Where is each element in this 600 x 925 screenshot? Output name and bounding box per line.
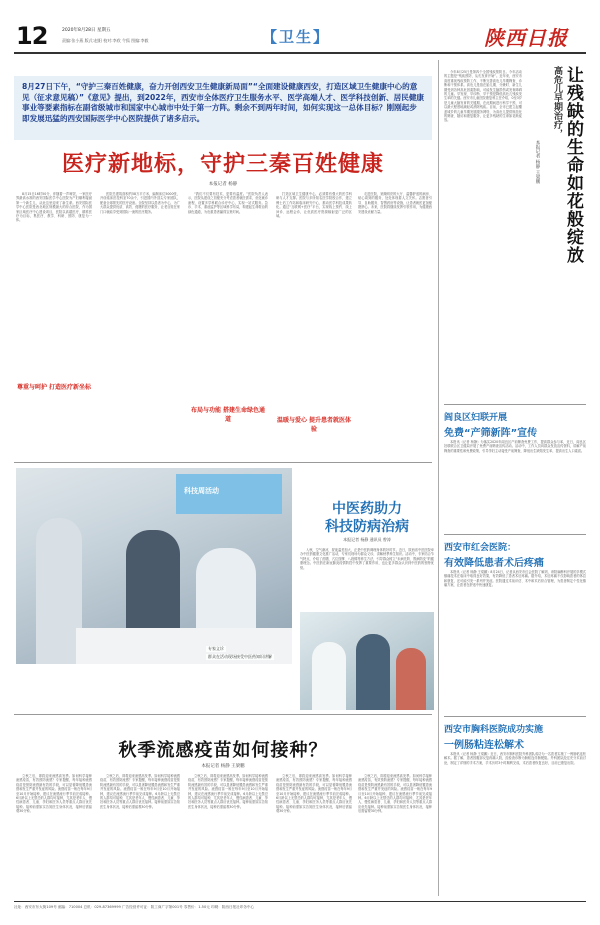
editors-line: 责编:张小燕 版式:赵阳 校对:李欣 令狐 图编:李毅 — [62, 38, 149, 43]
small-figure-3 — [396, 648, 426, 710]
vaccine-col-2 — [100, 774, 180, 896]
tcm-divider — [14, 714, 432, 715]
vaccine-col-5-text: 立秋之后，即将迎来流感高发季。如何科学接种流感疫苗，有效预防流感？专家提醒，每年接种流感疫苗是预防流感最有效的手段，可以显著降低罹患流感和发生严重并发症的风险。流感疫苗一般在每年9月至10月开始接种，建议在流感流行季节前完成接种。6月龄以上无禁忌的人群均可接种，尤其是老年人、慢性病患者、儿童、孕妇和医务人员等重点人群应优先接种。接种前需如实告知医生身体状况，接种后需留观30分钟。 — [358, 774, 432, 814]
date-line: 2020年8月28日 星期五 — [62, 28, 111, 33]
lead-byline: 本报记者 杨静 — [208, 182, 238, 187]
right-top-headline: 让残缺的生命如花般绽放 — [563, 66, 583, 264]
lead-sub-2: 布局与功能 搭建生命绿色通道 — [190, 407, 266, 423]
brand-logo: 陕西日报 — [484, 26, 568, 50]
right-bottom-byline: 本报讯（记者 杨静 王梁鹏） — [450, 752, 491, 756]
right-mid2-subhead: 有效降低患者术后疼痛 — [444, 558, 544, 569]
right-top-kicker: 高危儿早期治疗， — [552, 66, 562, 138]
tcm-title-line-2: 科技防病治病 — [325, 519, 409, 535]
right-mid-body: 为落实2020年阎良区产前筛查免费工作，提高群众参与率，近日，阎良区妇联联合区卫健局开展了免费产前筛查宣传活动。活动中，工作人员向群众发放宣传资料，讲解产前筛查的重要性和免费政策，引导孕妇主动接受产前筛查，降低出生缺陷发生率，提高出生人口素质。 — [444, 440, 586, 453]
right-bottom-headline: 西安市胸科医院成功实施 — [444, 725, 544, 735]
tcm-photo-small — [300, 612, 434, 710]
right-mid-headline: 阎良区妇联开展 — [444, 413, 508, 423]
vaccine-headline: 秋季流感疫苗如何接种？ — [118, 740, 328, 761]
right-mid2-headline: 西安市红会医院： — [444, 543, 517, 553]
right-mid-byline: 本报讯（记者 杨静） — [450, 440, 481, 444]
vaccine-col-3 — [188, 774, 268, 896]
vaccine-byline: 本报记者 杨静 王梁鹏 — [201, 764, 245, 769]
right-top-body-2 — [444, 405, 586, 407]
right-divider-3 — [444, 716, 586, 717]
tcm-banner-text: 科技周活动 — [184, 487, 219, 495]
right-mid-text — [444, 440, 586, 528]
tcm-byline: 本报记者 杨静 通讯员 曾涛 — [343, 537, 391, 542]
tcm-photo-caption-2: 群众在活动现场接受中医药知识讲解 — [208, 654, 272, 659]
vaccine-col-3-text: 立秋之后，即将迎来流感高发季。如何科学接种流感疫苗，有效预防流感？专家提醒，每年接种流感疫苗是预防流感最有效的手段，可以显著降低罹患流感和发生严重并发症的风险。流感疫苗一般在每年9月至10月开始接种，建议在流感流行季节前完成接种。6月龄以上无禁忌的人群均可接种，尤其是老年人、慢性病患者、儿童、孕妇和医务人员等重点人群应优先接种。接种前需如实告知医生身体状况，接种后需留观30分钟。 — [188, 774, 268, 809]
tcm-title-line-1: 中医药助力 — [332, 501, 402, 517]
right-mid2-byline: 本报讯（记者 杨静 王梁鹏） — [450, 570, 491, 574]
tcm-photo-main — [16, 468, 292, 664]
vaccine-col-1-text: 立秋之后，即将迎来流感高发季。如何科学接种流感疫苗，有效预防流感？专家提醒，每年接种流感疫苗是预防流感最有效的手段，可以显著降低罹患流感和发生严重并发症的风险。流感疫苗一般在每年9月至10月开始接种，建议在流感流行季节前完成接种。6月龄以上无禁忌的人群均可接种，尤其是老年人、慢性病患者、儿童、孕妇和医务人员等重点人群应优先接种。接种前需如实告知医生身体状况，接种后需留观30分钟。 — [16, 774, 92, 814]
lead-col-5-text: 走进医院，宽敞明亮的大厅、温馨舒适的病房、贴心周到的服务，处处体现着人文关怀。志愿者引导、自助服务、智慧药房等设施，让患者就医更加便捷舒心。未来，医院将继续发挥引领作用，为健康西安建设贡献力量。 — [358, 192, 432, 214]
right-mid-subhead: 免费“产筛新阵”宣传 — [444, 428, 538, 439]
lead-col-1-text: 8月15日16时50分，伴随着一声啼哭，一家医疗界最高水准的西安国际医学中心医院为产妇顺利接诞第一个新生儿，从此这里迎来了新生命。西安国际医学中心医院是西北地区规模最大的综合医院，作为国家区域医疗中心建设项目，医院以高端医疗、精准医疗为目标，集医疗、教学、科研、预防、康复为一体。 — [16, 192, 92, 223]
small-figure-2 — [356, 634, 390, 710]
vaccine-col-5 — [358, 774, 432, 896]
lead-col-4-text: 打造区域卫生健康中心，必须要有强大的医学科研与人才支撑。医院与多所知名医学院校合作，建立博士后工作站和临床研究中心，推动医学科技成果转化。通过“互联网+医疗”平台，实现线上预约、线上问诊、远程会诊，让优质医疗资源辐射更广泛的区域。 — [276, 192, 352, 219]
right-bottom-text — [444, 752, 586, 896]
page-number: 12 — [16, 22, 48, 50]
right-top-byline: 本报记者 杨静 王梁鹏 — [535, 140, 540, 184]
lead-col-1 — [16, 192, 92, 380]
right-divider-2 — [444, 534, 586, 535]
lead-divider — [14, 462, 432, 463]
lead-col-4 — [276, 192, 352, 412]
footer-text: 社址：西安市东大街109号 邮编：710004 总机：029-87369999 广告经营许可证：陕工商广字第001号 零售价：1.50元 印刷：陕西日报社印务中心 — [14, 905, 255, 909]
right-mid2-text — [444, 570, 586, 714]
lead-sub-1: 尊重与呵护 打造医疗新坐标 — [16, 384, 92, 391]
lead-col-2 — [100, 192, 180, 457]
column-divider — [438, 60, 439, 896]
tcm-photo-caption-1: 专家义诊 — [208, 646, 224, 651]
tcm-body — [300, 548, 434, 608]
section-tag: 【卫生】 — [262, 28, 331, 46]
right-top-body-text: 今年8月25日是第四个全国残疾预防日。今年活动的主题是“残疾预防，从孔发育开始”。近年来，西安市高度重视残疾预防工作，不断完善高危儿早期筛查、诊断和干预体系。高危儿是指在胎儿期、分娩时、新生儿期受到各种高危因素影响，可能发生脑损伤或发育障碍的儿童。早发现、早诊断、早干预是降低高危儿残疾发生率的关键。西安市儿童医院康复科主任介绍，0至3岁是儿童大脑发育的关键期，在此期间进行科学干预，可以最大程度地减轻或消除残疾。目前，全市已建立起覆盖城乡的儿童早期发展服务网络，为高危儿提供规范化的筛查、随访和康复服务，让更多残缺的生命如花般绽放。 — [444, 70, 522, 123]
vaccine-col-2-text: 立秋之后，即将迎来流感高发季。如何科学接种流感疫苗，有效预防流感？专家提醒，每年接种流感疫苗是预防流感最有效的手段，可以显著降低罹患流感和发生严重并发症的风险。流感疫苗一般在每年9月至10月开始接种，建议在流感流行季节前完成接种。6月龄以上无禁忌的人群均可接种，尤其是老年人、慢性病患者、儿童、孕妇和医务人员等重点人群应优先接种。接种前需如实告知医生身体状况，接种后需留观30分钟。 — [100, 774, 180, 809]
right-mid2-body: 8月24日，记者从西安市红会医院了解到，该院麻醉科开展的多模式镇痛技术在临床中取得良好效果，有效降低了患者术后疼痛。据介绍，术后疼痛不仅影响患者的休息和康复，还可能引发一系列并发症。医院通过术前评估、术中和术后综合管理，为患者制定个性化镇痛方案，让患者在舒适中快速康复。 — [444, 570, 586, 588]
vaccine-col-1 — [16, 774, 92, 896]
lead-sub-3: 温暖与爱心 提升患者就医体验 — [276, 417, 352, 433]
masthead-rule — [14, 52, 586, 54]
right-top-body — [444, 70, 522, 400]
footer-rule — [14, 901, 586, 902]
lead-col-5 — [358, 192, 432, 457]
right-divider-1 — [444, 404, 586, 405]
lead-headline: 医疗新地标，守护三秦百姓健康 — [61, 151, 384, 177]
tcm-body-text: 入秋，空气渐凉，昼夜温差加大，正是中医药调理身体的好时节。近日，陕西省中医医院举办中医药健康文化推广活动，专家们现场为群众义诊，讲解秋季养生知识。活动中，专家结合节气特点，介绍了药膳、穴位按摩、八段锦等养生方法，引导群众树立“未病先防、既病防变”的健康理念。中医药在新冠肺炎疫情防控中发挥了重要作用，也让更多群众认识到中医药的独特优势。 — [300, 548, 434, 570]
lead-intro: 8月27日下午，“守护三秦百姓健康，奋力开创西安卫生健康新局面”“全面建设健康西安，打造区域卫生健康中心的意见（征求意见稿）”《意见》提出，到2022年，西安市全体医疗卫生服务水平、医学高端人才、医学科技创新、居民健康事业等要素指标在副省级城市和国家中心城市中处于第一方阵。剩余不到两年时间，如何实现这一总体目标？刚刚起步即发展迅猛的西安国际医学中心医院提供了诸多启示。 — [22, 82, 424, 123]
right-bottom-subhead: 一例肠粘连松解术 — [444, 740, 524, 751]
right-bottom-body: 近日，西安市胸科医院外科团队成功为一名患者实施了一例肠粘连松解术。据了解，患者因腹部反复疼痛入院，经检查诊断为肠粘连伴肠梗阻。外科团队经过充分术前讨论，制定了详细的手术方案，手术历时3小时顺利完成，术后患者恢复良好，目前已康复出院。 — [444, 752, 586, 765]
lead-col-3 — [188, 192, 268, 402]
vaccine-col-4-text: 立秋之后，即将迎来流感高发季。如何科学接种流感疫苗，有效预防流感？专家提醒，每年接种流感疫苗是预防流感最有效的手段，可以显著降低罹患流感和发生严重并发症的风险。流感疫苗一般在每年9月至10月开始接种，建议在流感流行季节前完成接种。6月龄以上无禁忌的人群均可接种，尤其是老年人、慢性病患者、儿童、孕妇和医务人员等重点人群应优先接种。接种前需如实告知医生身体状况，接种后需留观30分钟。 — [276, 774, 352, 814]
vaccine-col-4 — [276, 774, 352, 896]
lead-col-3-text: “我们不仅要有技术，更要有温度。”医院负责人表示，医院从建设之初便充分考虑患者就医需求，优化就诊流程，设置多学科联合诊疗中心，实现一站式服务。急诊、手术、重症监护等区域科学布局，构建起生命救治的绿色通道，为危重患者赢得宝贵时间。 — [188, 192, 268, 214]
lead-col-2-text: 医院总建筑面积约58万平方米，编制床位5000张，开设临床医技科室70余个，引进国内外顶尖专家团队，配备全球领先的医疗设备。全院坚持以患者为中心，为广大群众提供优质、高效、便捷的医疗服务，让老百姓在家门口就能享受到国际一流的医疗服务。 — [100, 192, 180, 214]
small-figure-1 — [312, 642, 346, 710]
